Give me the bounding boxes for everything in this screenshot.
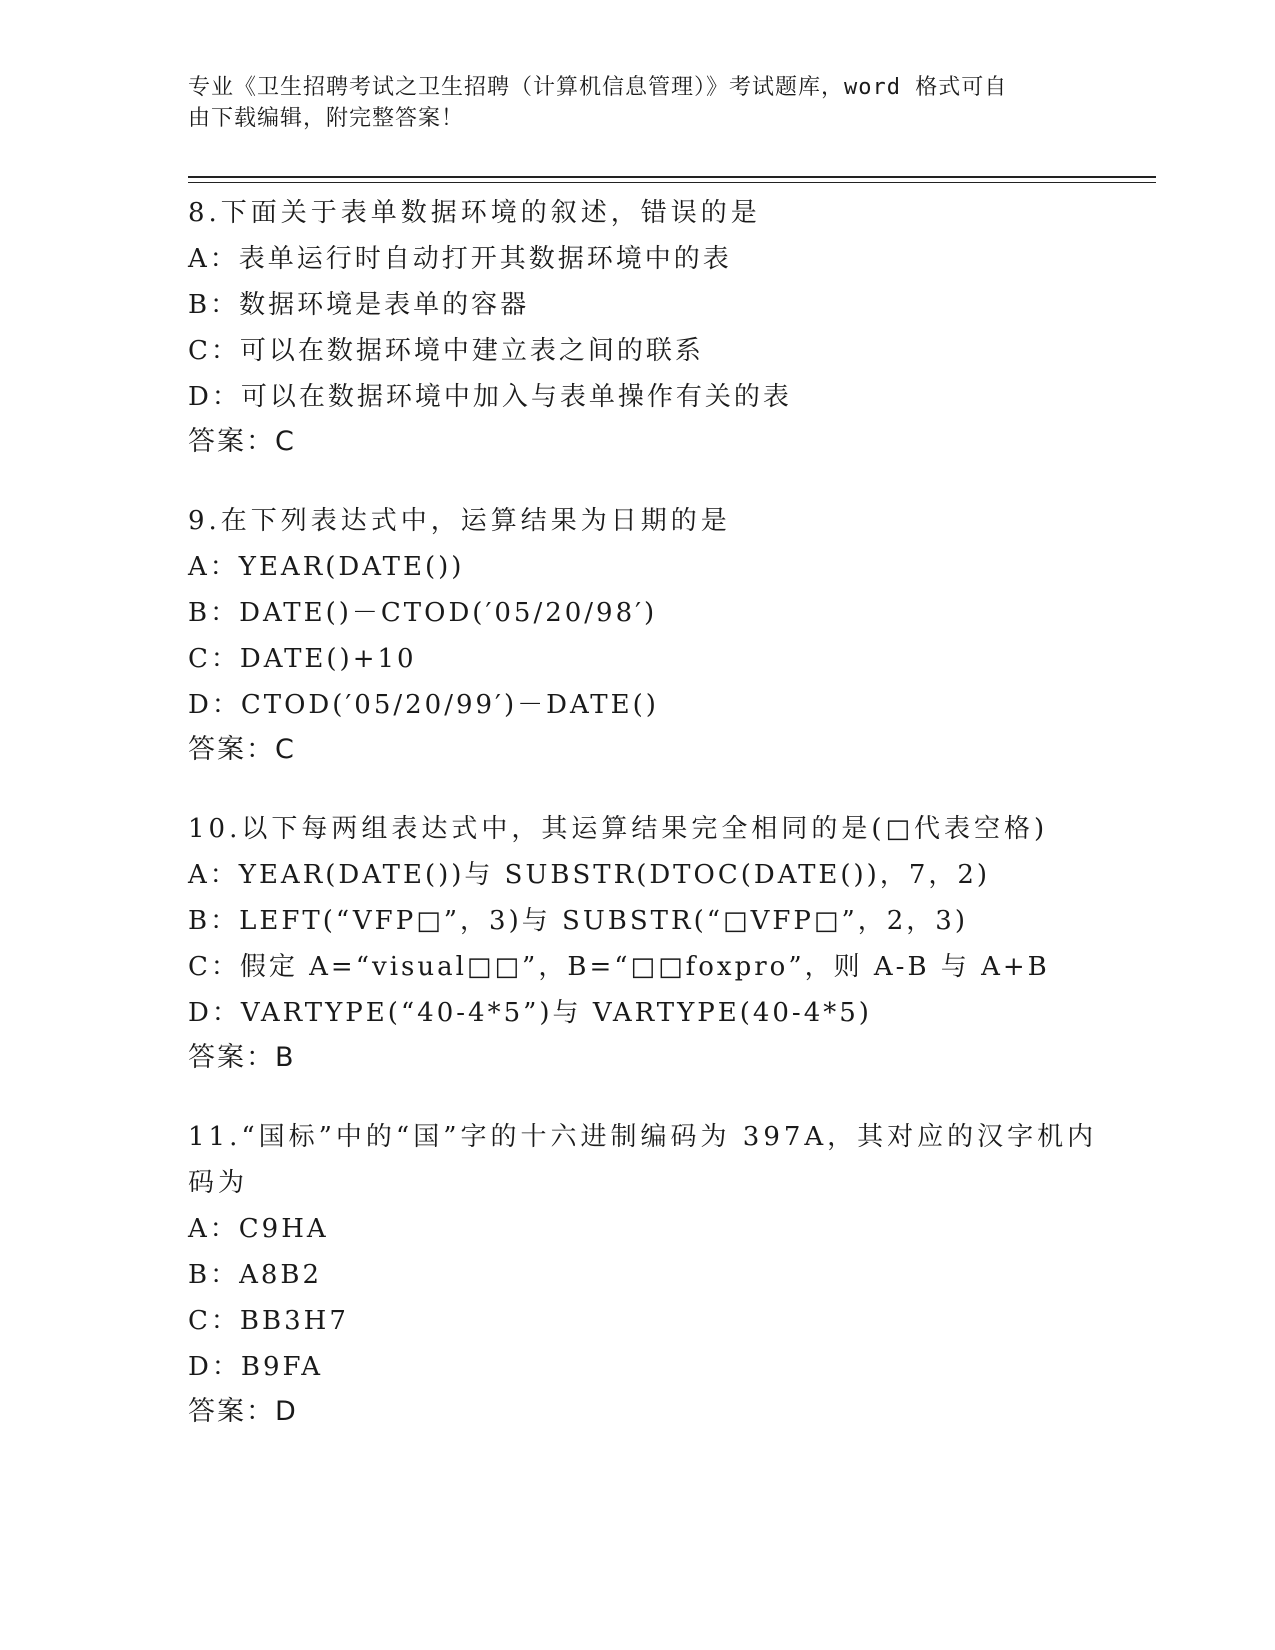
answer-value: D	[275, 1396, 298, 1427]
option-d: D：CTOD(′05/20/99′)－DATE()	[188, 690, 659, 720]
answer-label: 答案：	[188, 734, 275, 765]
question-stem: 9.在下列表达式中，运算结果为日期的是	[188, 506, 731, 536]
option-a: A：表单运行时自动打开其数据环境中的表	[188, 244, 732, 274]
answer-value: B	[275, 1042, 296, 1073]
option-b: B：数据环境是表单的容器	[188, 290, 530, 320]
option-a: A：YEAR(DATE())与 SUBSTR(DTOC(DATE())，7，2)	[188, 860, 991, 890]
answer-line	[188, 728, 1108, 772]
document-header	[188, 72, 1088, 134]
question-stem: 10.以下每两组表达式中，其运算结果完全相同的是(□代表空格)	[188, 814, 1049, 844]
option-b: B：LEFT(“VFP□”，3)与 SUBSTR(“□VFP□”，2，3)	[188, 906, 968, 936]
option-c: C：假定 A=“visual□□”，B=“□□foxpro”，则 A-B 与 A+B	[188, 952, 1050, 982]
question-11	[188, 1114, 1108, 1434]
option-c: C：可以在数据环境中建立表之间的联系	[188, 336, 704, 366]
option-b: B：DATE()－CTOD(′05/20/98′)	[188, 598, 658, 628]
header-divider-thick	[188, 176, 1156, 178]
option-a: A：YEAR(DATE())	[188, 552, 465, 582]
answer-label: 答案：	[188, 1042, 275, 1073]
option-d: D：VARTYPE(“40-4*5”)与 VARTYPE(40-4*5)	[188, 998, 872, 1028]
header-line-2: 由下载编辑，附完整答案！	[188, 106, 465, 131]
header-divider-thin	[188, 182, 1156, 183]
question-list	[188, 190, 1108, 1468]
option-c: C：BB3H7	[188, 1306, 349, 1336]
question-stem: 11.“国标”中的“国”字的十六进制编码为 397A，其对应的汉字机内码为	[188, 1122, 1098, 1198]
question-8	[188, 190, 1108, 464]
answer-label: 答案：	[188, 1396, 275, 1427]
option-b: B：A8B2	[188, 1260, 323, 1290]
answer-label: 答案：	[188, 426, 275, 457]
option-d: D：B9FA	[188, 1352, 324, 1382]
option-c: C：DATE()+10	[188, 644, 417, 674]
question-10	[188, 806, 1108, 1080]
answer-line	[188, 420, 1108, 464]
header-line-1: 专业《卫生招聘考试之卫生招聘（计算机信息管理）》考试题库，word 格式可自	[188, 75, 1008, 100]
answer-line	[188, 1390, 1108, 1434]
answer-value: C	[275, 734, 296, 765]
question-stem: 8.下面关于表单数据环境的叙述，错误的是	[188, 198, 761, 228]
option-d: D：可以在数据环境中加入与表单操作有关的表	[188, 382, 792, 412]
question-9	[188, 498, 1108, 772]
option-a: A：C9HA	[188, 1214, 329, 1244]
answer-value: C	[275, 426, 296, 457]
answer-line	[188, 1036, 1108, 1080]
